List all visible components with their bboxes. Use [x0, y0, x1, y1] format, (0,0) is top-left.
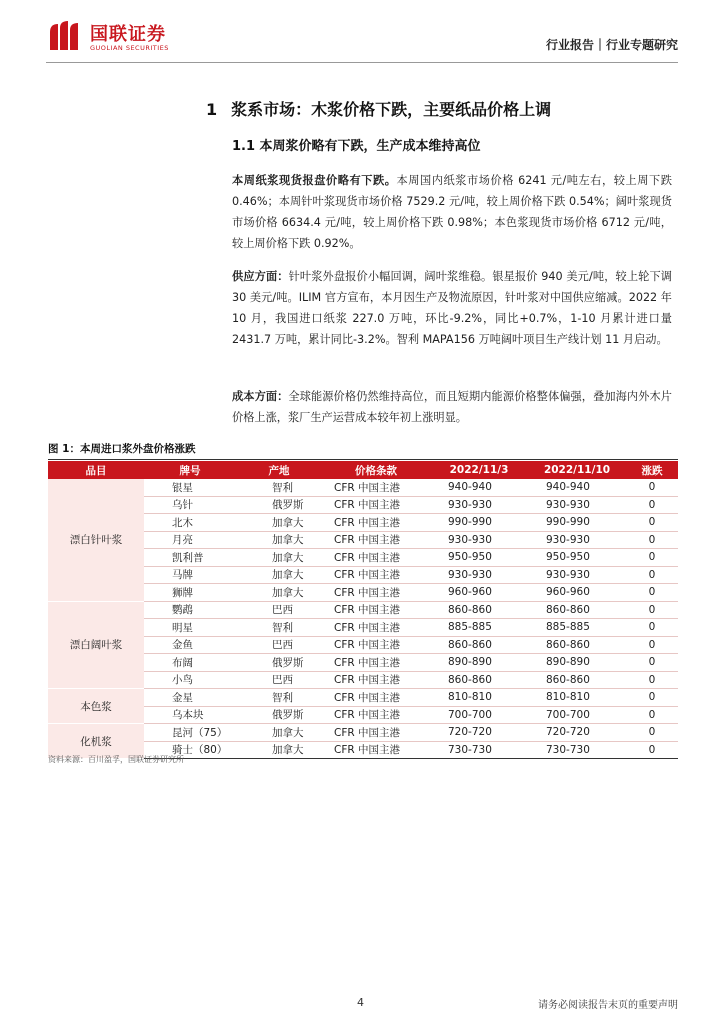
table-row [48, 601, 678, 619]
cell-brand: 北木 [144, 514, 236, 532]
subsection-heading: 1.1 本周浆价略有下跌，生产成本维持高位 [232, 139, 481, 154]
cell-origin: 加拿大 [236, 741, 322, 759]
cell-price-curr: 860-860 [528, 636, 626, 654]
cell-brand: 昆河（75） [144, 724, 236, 742]
cell-origin: 巴西 [236, 636, 322, 654]
table-row [48, 479, 678, 496]
page-number: 4 [357, 996, 364, 1009]
cell-price-curr: 810-810 [528, 689, 626, 707]
cell-price-curr: 730-730 [528, 741, 626, 759]
cell-terms: CFR 中国主港 [322, 584, 430, 602]
paragraph-lead: 供应方面： [232, 270, 289, 283]
cell-terms: CFR 中国主港 [322, 671, 430, 689]
cell-change: 0 [626, 619, 678, 637]
cell-category: 化机浆 [48, 724, 144, 759]
cell-price-prev: 930-930 [430, 566, 528, 584]
cell-price-curr: 930-930 [528, 531, 626, 549]
figure-title: 图 1：本周进口浆外盘价格涨跌 [48, 441, 678, 460]
cell-price-prev: 810-810 [430, 689, 528, 707]
cell-brand: 明星 [144, 619, 236, 637]
cell-terms: CFR 中国主港 [322, 514, 430, 532]
cell-origin: 加拿大 [236, 566, 322, 584]
paragraph-body: 针叶浆外盘报价小幅回调，阔叶浆维稳。银星报价 940 美元/吨，较上轮下调 30 美元/吨。ILIM 官方宣布，本月因生产及物流原因，针叶浆对中国供应缩减。2022 年 10 月，我国进口纸浆 227.0 万吨，环比-9.2%，同比+0.7%，1-10 月累计进口量 2431.7 万吨，累计同比-3.2%。智利 MAPA156 万吨阔叶项目生产线计划 11 月启动。 [232, 270, 672, 346]
page-header [46, 14, 678, 60]
table-row [48, 689, 678, 707]
cell-origin: 加拿大 [236, 549, 322, 567]
section-number: 1 [206, 100, 218, 119]
cell-category: 漂白阔叶浆 [48, 601, 144, 689]
logo-mark-icon [46, 18, 82, 54]
cell-origin: 智利 [236, 479, 322, 496]
cell-price-prev: 730-730 [430, 741, 528, 759]
cell-brand: 银星 [144, 479, 236, 496]
cell-price-curr: 960-960 [528, 584, 626, 602]
cell-change: 0 [626, 706, 678, 724]
cell-terms: CFR 中国主港 [322, 619, 430, 637]
table-body [48, 479, 678, 759]
cell-change: 0 [626, 549, 678, 567]
cell-origin: 智利 [236, 689, 322, 707]
cell-change: 0 [626, 479, 678, 496]
cell-change: 0 [626, 671, 678, 689]
header-divider [46, 62, 678, 63]
cell-brand: 骑士（80） [144, 741, 236, 759]
cell-terms: CFR 中国主港 [322, 706, 430, 724]
cell-change: 0 [626, 601, 678, 619]
cell-origin: 加拿大 [236, 584, 322, 602]
price-table [48, 461, 678, 759]
cell-terms: CFR 中国主港 [322, 654, 430, 672]
company-logo [46, 18, 246, 58]
cell-terms: CFR 中国主港 [322, 741, 430, 759]
cell-brand: 月亮 [144, 531, 236, 549]
column-header: 2022/11/3 [430, 461, 528, 479]
column-header: 产地 [236, 461, 322, 479]
cell-price-curr: 860-860 [528, 671, 626, 689]
cell-change: 0 [626, 689, 678, 707]
cell-price-prev: 960-960 [430, 584, 528, 602]
cell-brand: 凯利普 [144, 549, 236, 567]
paragraph-lead: 本周纸浆现货报盘价略有下跌。 [232, 174, 397, 187]
cell-price-prev: 860-860 [430, 671, 528, 689]
column-header: 涨跌 [626, 461, 678, 479]
cell-brand: 金鱼 [144, 636, 236, 654]
cell-price-curr: 720-720 [528, 724, 626, 742]
cell-change: 0 [626, 496, 678, 514]
cell-change: 0 [626, 654, 678, 672]
cell-brand: 狮牌 [144, 584, 236, 602]
cell-price-prev: 890-890 [430, 654, 528, 672]
cell-price-curr: 860-860 [528, 601, 626, 619]
cell-price-curr: 890-890 [528, 654, 626, 672]
cell-price-curr: 930-930 [528, 566, 626, 584]
cell-terms: CFR 中国主港 [322, 479, 430, 496]
cell-origin: 加拿大 [236, 514, 322, 532]
cell-change: 0 [626, 584, 678, 602]
cell-price-curr: 930-930 [528, 496, 626, 514]
cell-origin: 智利 [236, 619, 322, 637]
paragraph-price [232, 170, 672, 254]
cell-category: 漂白针叶浆 [48, 479, 144, 601]
cell-terms: CFR 中国主港 [322, 566, 430, 584]
cell-brand: 马牌 [144, 566, 236, 584]
cell-price-prev: 700-700 [430, 706, 528, 724]
cell-price-curr: 990-990 [528, 514, 626, 532]
cell-terms: CFR 中国主港 [322, 531, 430, 549]
cell-terms: CFR 中国主港 [322, 549, 430, 567]
column-header: 牌号 [144, 461, 236, 479]
cell-origin: 俄罗斯 [236, 706, 322, 724]
cell-terms: CFR 中国主港 [322, 724, 430, 742]
footer-disclaimer: 请务必阅读报告末页的重要声明 [538, 1000, 678, 1011]
report-type: 行业报告｜行业专题研究 [545, 38, 678, 52]
cell-price-prev: 950-950 [430, 549, 528, 567]
cell-price-curr: 700-700 [528, 706, 626, 724]
cell-price-prev: 990-990 [430, 514, 528, 532]
cell-terms: CFR 中国主港 [322, 496, 430, 514]
cell-change: 0 [626, 566, 678, 584]
cell-origin: 加拿大 [236, 531, 322, 549]
table-header-row [48, 461, 678, 479]
cell-brand: 金星 [144, 689, 236, 707]
cell-category: 本色浆 [48, 689, 144, 724]
paragraph-lead: 成本方面： [232, 390, 289, 403]
cell-origin: 加拿大 [236, 724, 322, 742]
cell-brand: 乌本块 [144, 706, 236, 724]
logo-text-en: GUOLIAN SECURITIES [90, 44, 169, 52]
cell-price-prev: 720-720 [430, 724, 528, 742]
cell-price-curr: 950-950 [528, 549, 626, 567]
cell-change: 0 [626, 636, 678, 654]
cell-price-prev: 860-860 [430, 601, 528, 619]
column-header: 2022/11/10 [528, 461, 626, 479]
cell-origin: 巴西 [236, 601, 322, 619]
cell-price-prev: 930-930 [430, 496, 528, 514]
cell-terms: CFR 中国主港 [322, 636, 430, 654]
cell-price-curr: 940-940 [528, 479, 626, 496]
cell-terms: CFR 中国主港 [322, 689, 430, 707]
cell-origin: 巴西 [236, 671, 322, 689]
cell-origin: 俄罗斯 [236, 654, 322, 672]
cell-change: 0 [626, 724, 678, 742]
cell-change: 0 [626, 741, 678, 759]
column-header: 品目 [48, 461, 144, 479]
paragraph-body: 全球能源价格仍然维持高位，而且短期内能源价格整体偏强，叠加海内外木片价格上涨，浆厂生产运营成本较年初上涨明显。 [232, 390, 672, 424]
cell-price-prev: 940-940 [430, 479, 528, 496]
cell-brand: 布阔 [144, 654, 236, 672]
cell-price-prev: 885-885 [430, 619, 528, 637]
column-header: 价格条款 [322, 461, 430, 479]
paragraph-cost [232, 386, 672, 428]
cell-brand: 鹦鹉 [144, 601, 236, 619]
section-title: 浆系市场：木浆价格下跌，主要纸品价格上调 [231, 100, 552, 119]
figure-source: 资料来源：百川盈孚，国联证券研究所 [48, 755, 184, 764]
paragraph-supply [232, 266, 672, 350]
table-row [48, 724, 678, 742]
section-heading [206, 97, 551, 120]
cell-brand: 乌针 [144, 496, 236, 514]
cell-change: 0 [626, 531, 678, 549]
cell-price-prev: 860-860 [430, 636, 528, 654]
cell-terms: CFR 中国主港 [322, 601, 430, 619]
cell-change: 0 [626, 514, 678, 532]
cell-origin: 俄罗斯 [236, 496, 322, 514]
cell-brand: 小鸟 [144, 671, 236, 689]
cell-price-prev: 930-930 [430, 531, 528, 549]
logo-text-cn: 国联证券 [90, 24, 166, 45]
cell-price-curr: 885-885 [528, 619, 626, 637]
paragraph-body: 本周国内纸浆市场价格 6241 元/吨左右，较上周下跌 0.46%；本周针叶浆现货市场价格 7529.2 元/吨，较上周价格下跌 0.54%；阔叶浆现货市场价格 6634.4 元/吨，较上周价格下跌 0.98%；本色浆现货市场价格 6712 元/吨，较上周价格下跌 0.92%。 [232, 174, 672, 250]
